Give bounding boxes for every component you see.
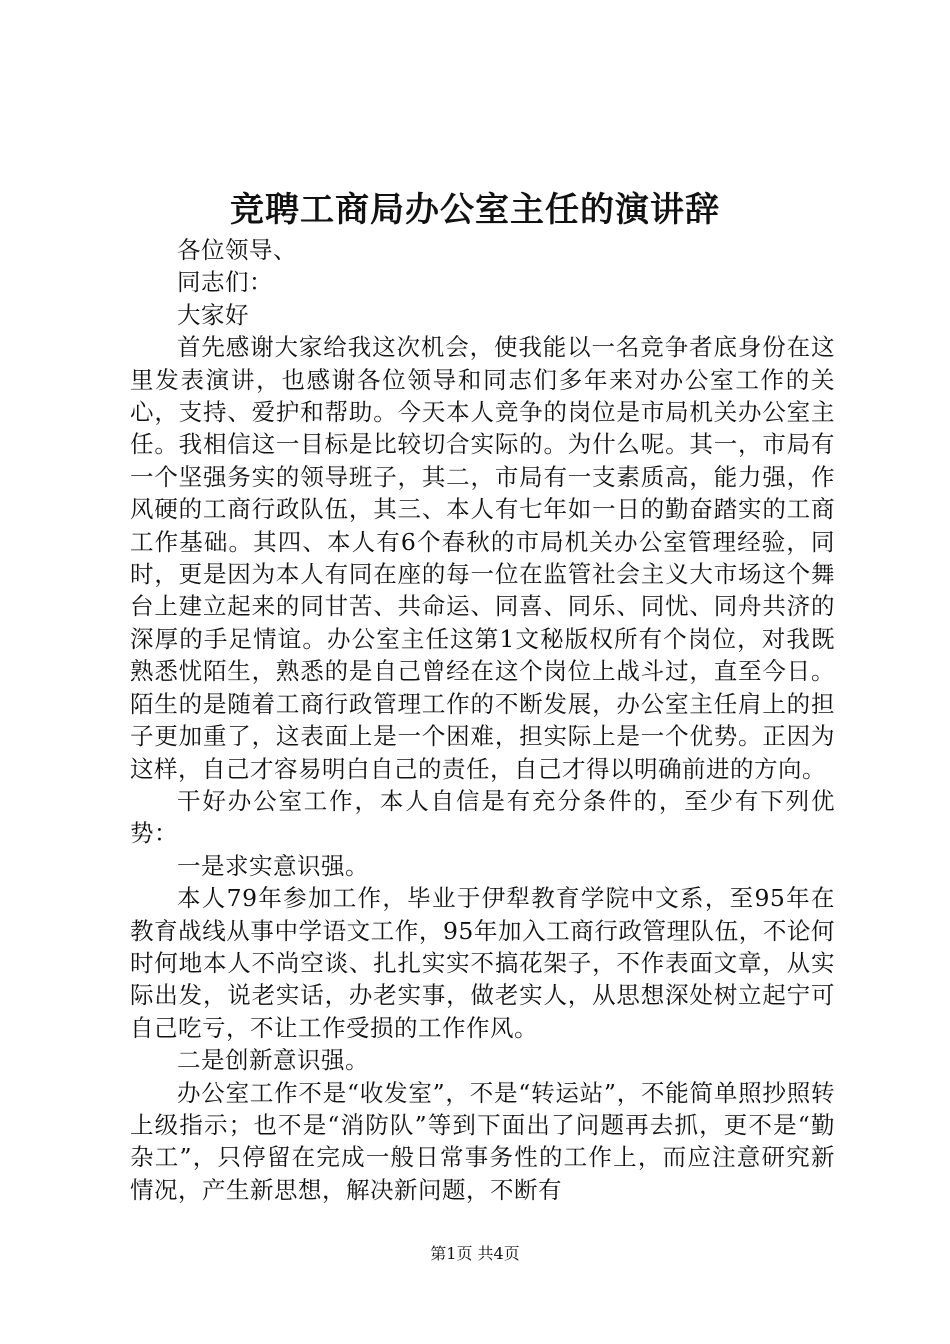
paragraph-greeting: 大家好 xyxy=(177,300,249,329)
paragraph-advantages-intro: 干好办公室工作，本人自信是有充分条件的，至少有下列优势： xyxy=(130,786,835,848)
document-title: 竞聘工商局办公室主任的演讲辞 xyxy=(230,190,720,230)
paragraph-salutation-leaders: 各位领导、 xyxy=(177,236,297,264)
paragraph-heading-pragmatism: 一是求实意识强。 xyxy=(177,851,369,880)
paragraph-innovation: 办公室工作不是“收发室”，不是“转运站”，不能简单照抄照转上级指示；也不是“消防队”等到下面出了问题再去抓，更不是“勤杂工”，只停留在完成一般日常事务性的工作上，而应注意研究新情况，产生新思想，解决新问题，不断有 xyxy=(130,1078,835,1204)
paragraph-pragmatism: 本人79年参加工作，毕业于伊犁教育学院中文系，至95年在教育战线从事中学语文工作，95年加入工商行政管理队伍，不论何时何地本人不尚空谈、扎扎实实不搞花架子，不作表面文章，从实际出发，说老实话，办老实事，做老实人，从思想深处树立起宁可自己吃亏，不让工作受损的工作作风。 xyxy=(130,884,835,1042)
paragraph-heading-innovation: 二是创新意识强。 xyxy=(177,1046,369,1075)
document-body xyxy=(130,234,835,1206)
paragraph-introduction: 首先感谢大家给我这次机会，使我能以一名竞争者底身份在这里发表演讲，也感谢各位领导和同志们多年来对办公室工作的关心，支持、爱护和帮助。今天本人竞争的岗位是市局机关办公室主任。我相信这一目标是比较切合实际的。为什么呢。其一，市局有一个坚强务实的领导班子，其二，市局有一支素质高，能力强，作风硬的工商行政队伍，其三、本人有七年如一日的勤奋踏实的工商工作基础。其四、本人有6个春秋的市局机关办公室管理经验，同时，更是因为本人有同在座的每一位在监管社会主义大市场这个舞台上建立起来的同甘苦、共命运、同喜、同乐、同忧、同舟共济的深厚的手足情谊。办公室主任这第1文秘版权所有个岗位，对我既熟悉忧陌生，熟悉的是自己曾经在这个岗位上战斗过，直至今日。陌生的是随着工商行政管理工作的不断发展，办公室主任肩上的担子更加重了，这表面上是一个困难，担实际上是一个优势。正因为这样，自己才容易明白自己的责任，自己才得以明确前进的方向。 xyxy=(130,333,835,783)
page-footer: 第1页 共4页 xyxy=(430,1244,520,1263)
paragraph-salutation-comrades: 同志们： xyxy=(177,268,273,297)
